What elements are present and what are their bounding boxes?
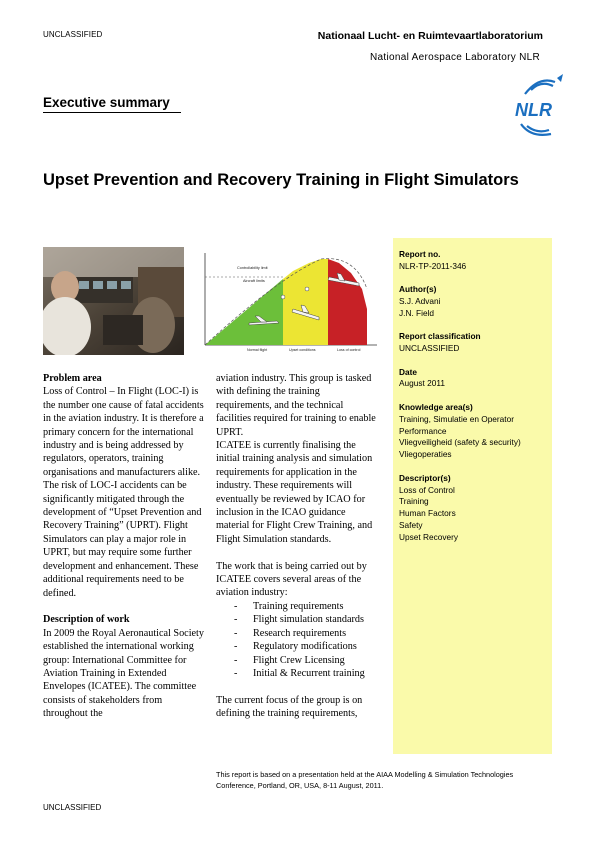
date-label: Date bbox=[399, 366, 417, 377]
report-number: NLR-TP-2011-346 bbox=[399, 260, 467, 271]
region-normal-flight bbox=[205, 279, 283, 345]
knowledge-area: Training, Simulatie en Operator Performance bbox=[399, 413, 514, 436]
classification-top: UNCLASSIFIED bbox=[43, 30, 103, 39]
region-upset-conditions bbox=[283, 259, 328, 345]
curve-label-aircraft-limits: Aircraft limits bbox=[243, 279, 265, 283]
report-classification: UNCLASSIFIED bbox=[399, 343, 460, 354]
region-loss-of-control bbox=[328, 259, 367, 345]
descriptor: Loss of Control bbox=[399, 484, 455, 495]
descriptor: Upset Recovery bbox=[399, 532, 459, 543]
date: August 2011 bbox=[399, 378, 445, 389]
column-middle bbox=[216, 372, 378, 721]
problem-area-heading: Problem area bbox=[43, 373, 102, 384]
knowledge-areas-label: Knowledge area(s) bbox=[399, 401, 473, 412]
organisation-name-english: National Aerospace Laboratory NLR bbox=[370, 52, 540, 63]
organisation-name-dutch: Nationaal Lucht- en Ruimtevaartlaboratorium bbox=[317, 30, 543, 42]
presentation-note: This report is based on a presentation held at the AIAA Modelling & Simulation Technologies Conference, Portland, OR, USA, 8-11 August, 2011. bbox=[216, 770, 514, 790]
report-classification-label: Report classification bbox=[399, 331, 481, 342]
paragraph: The current focus of the group is on defining the training requirements, bbox=[216, 694, 363, 720]
nlr-logo bbox=[511, 74, 567, 144]
work-areas-list bbox=[216, 600, 378, 680]
description-of-work-heading: Description of work bbox=[43, 614, 130, 626]
descriptors-label: Descriptor(s) bbox=[399, 472, 451, 483]
paragraph: aviation industry. This group is tasked with defining the training requirements, and the technical facilities required for training to enable UPRT. bbox=[216, 373, 376, 438]
author: J.N. Field bbox=[399, 308, 435, 319]
knowledge-area: Vliegveiligheid (safety & security) bbox=[399, 437, 521, 448]
document-title: Upset Prevention and Recovery Training in Flight Simulators bbox=[43, 171, 519, 189]
column-left bbox=[43, 372, 205, 721]
authors-label: Author(s) bbox=[399, 284, 437, 295]
report-number-label: Report no. bbox=[399, 249, 441, 259]
knowledge-area: Vliegoperaties bbox=[399, 449, 452, 460]
list-item: - Flight Crew Licensing bbox=[216, 654, 378, 667]
x-label-normal-flight: Normal flight bbox=[247, 348, 268, 352]
report-metadata-sidebar bbox=[393, 238, 552, 754]
list-item: - Flight simulation standards bbox=[216, 613, 378, 626]
x-label-upset-conditions: Upset conditions bbox=[289, 348, 316, 352]
descriptor: Human Factors bbox=[399, 508, 456, 519]
list-item: - Regulatory modifications bbox=[216, 640, 378, 653]
x-label-loss-of-control: Loss of control bbox=[337, 348, 361, 352]
list-item: - Training requirements bbox=[216, 600, 378, 613]
curve-label-controllability: Controllability limit bbox=[237, 266, 268, 270]
problem-area-text: Loss of Control – In Flight (LOC-I) is the number one cause of fatal accidents in the aviation industry. It is therefore a primary concern for the international industry and is being addressed by regulators, operators, training organisations and manufacturers alike. The risk of LOC-I accidents can be significantly mitigated through the development of “Upset Prevention and Recovery Training” (UPRT). Flight Simulators can play a major role in UPRT, but may require some further development and enhancement. These additional requirements need to be defined. bbox=[43, 386, 204, 599]
logo-wordmark: NLR bbox=[515, 100, 552, 120]
author: S.J. Advani bbox=[399, 296, 441, 307]
list-item: - Initial & Recurrent training bbox=[216, 667, 378, 680]
section-heading: Executive summary bbox=[43, 95, 181, 113]
description-of-work-text: In 2009 the Royal Aeronautical Society established the international working group: International Committee for Aviation Training in Extended Envelopes (ICATEE). The committee consists of stakeholders from throughout the bbox=[43, 627, 204, 720]
paragraph: ICATEE is currently finalising the initial training analysis and simulation requirements for application in the industry. These requirements will eventually be reviewed by ICAO for inclusion in the ICAO guidance material for Flight Crew Training, and Flight Simulation standards. bbox=[216, 440, 373, 545]
flight-envelope-figure bbox=[197, 249, 382, 359]
descriptor: Safety bbox=[399, 520, 423, 531]
cockpit-photo bbox=[43, 247, 184, 355]
descriptor: Training bbox=[399, 496, 429, 507]
classification-bottom: UNCLASSIFIED bbox=[43, 803, 102, 812]
paragraph: The work that is being carried out by ICATEE covers several areas of the aviation industry: bbox=[216, 560, 367, 599]
list-item: - Research requirements bbox=[216, 627, 378, 640]
